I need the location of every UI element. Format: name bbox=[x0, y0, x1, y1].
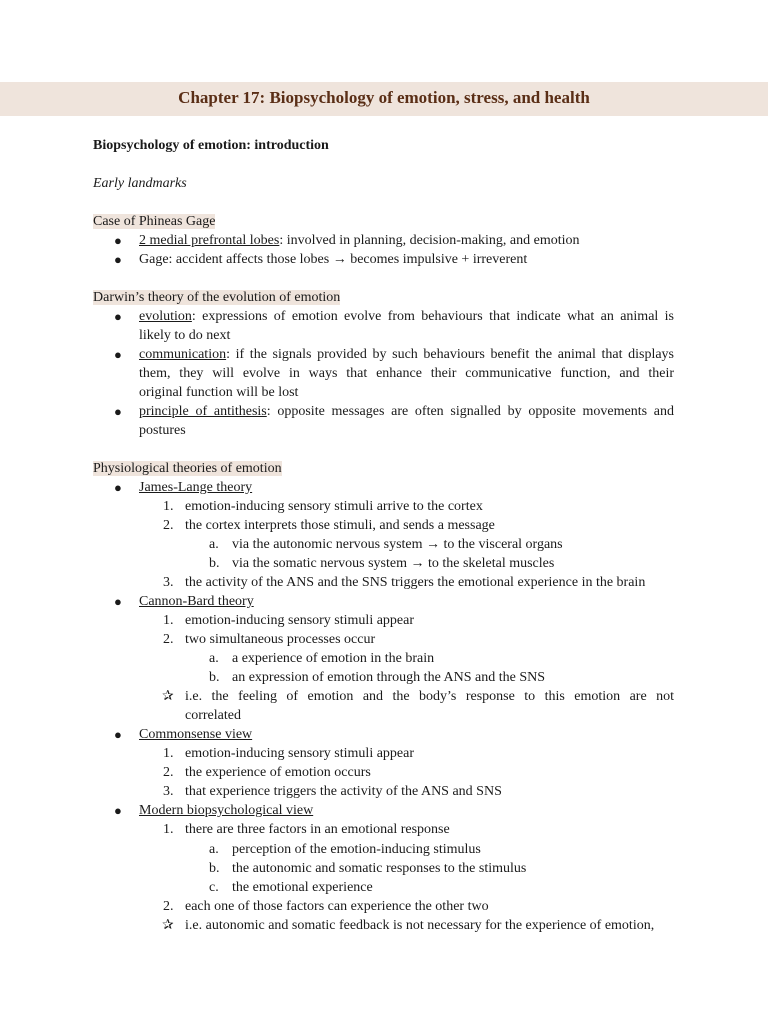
list-item: the activity of the ANS and the SNS triggers the emotional experience in the brain bbox=[185, 575, 646, 590]
bullet-marker: ● bbox=[114, 727, 122, 742]
bullet-marker: ● bbox=[114, 803, 122, 818]
subheading-early-landmarks: Early landmarks bbox=[93, 176, 187, 191]
letter-marker: a. bbox=[209, 842, 219, 857]
bullet-marker: ● bbox=[114, 309, 122, 324]
bullet-marker: ● bbox=[114, 252, 122, 267]
list-item: emotion-inducing sensory stimuli arrive to the cortex bbox=[185, 499, 483, 514]
letter-marker: a. bbox=[209, 537, 219, 552]
list-item: the autonomic and somatic responses to the stimulus bbox=[232, 861, 527, 876]
list-item: emotion-inducing sensory stimuli appear bbox=[185, 613, 415, 628]
number-marker: 2. bbox=[163, 518, 174, 533]
term: 2 medial prefrontal lobes bbox=[139, 233, 280, 248]
list-item: an expression of emotion through the ANS and the SNS bbox=[232, 670, 546, 685]
letter-marker: b. bbox=[209, 556, 220, 571]
topic-heading-physiological: Physiological theories of emotion bbox=[93, 461, 282, 476]
number-marker: 1. bbox=[163, 499, 174, 514]
list-item: evolution: expressions of emotion evolve from behaviours that indicate what an animal is bbox=[139, 309, 674, 324]
topic-heading-gage: Case of Phineas Gage bbox=[93, 214, 216, 229]
theory-title-james-lange: James-Lange theory bbox=[139, 480, 253, 495]
number-marker: 2. bbox=[163, 765, 174, 780]
list-item: 2 medial prefrontal lobes: involved in planning, decision-making, and emotion bbox=[139, 233, 580, 248]
note: i.e. autonomic and somatic feedback is not necessary for the experience of emotion, bbox=[185, 918, 655, 933]
star-icon: ✰ bbox=[162, 918, 174, 933]
theory-title-commonsense: Commonsense view bbox=[139, 727, 253, 742]
list-item: there are three factors in an emotional response bbox=[185, 822, 450, 837]
number-marker: 2. bbox=[163, 632, 174, 647]
list-item: a experience of emotion in the brain bbox=[232, 651, 435, 666]
list-item: the emotional experience bbox=[232, 880, 373, 895]
list-item: communication: if the signals provided by such behaviours benefit the animal that displays bbox=[139, 347, 674, 362]
list-item: Gage: accident affects those lobes → becomes impulsive + irreverent bbox=[139, 252, 528, 267]
number-marker: 3. bbox=[163, 784, 174, 799]
bullet-marker: ● bbox=[114, 347, 122, 362]
note-continuation: correlated bbox=[185, 708, 241, 723]
chapter-title: Chapter 17: Biopsychology of emotion, stress, and health bbox=[178, 88, 590, 107]
list-item-continuation: postures bbox=[139, 423, 186, 438]
term: principle of antithesis bbox=[139, 404, 267, 419]
bullet-marker: ● bbox=[114, 480, 122, 495]
letter-marker: a. bbox=[209, 651, 219, 666]
list-item: each one of those factors can experience the other two bbox=[185, 899, 489, 914]
list-item: two simultaneous processes occur bbox=[185, 632, 376, 647]
number-marker: 3. bbox=[163, 575, 174, 590]
term: evolution bbox=[139, 309, 192, 324]
list-item: perception of the emotion-inducing stimulus bbox=[232, 842, 481, 857]
bullet-marker: ● bbox=[114, 404, 122, 419]
number-marker: 1. bbox=[163, 746, 174, 761]
bullet-marker: ● bbox=[114, 594, 122, 609]
list-item-continuation: them, they will evolve in ways that enhance their communicative function, and their bbox=[139, 366, 674, 381]
letter-marker: b. bbox=[209, 861, 220, 876]
number-marker: 1. bbox=[163, 613, 174, 628]
list-item: via the somatic nervous system → to the skeletal muscles bbox=[232, 556, 555, 571]
list-item: the cortex interprets those stimuli, and sends a message bbox=[185, 518, 495, 533]
bullet-marker: ● bbox=[114, 233, 122, 248]
list-item: via the autonomic nervous system → to the visceral organs bbox=[232, 537, 563, 552]
note: i.e. the feeling of emotion and the body’s response to this emotion are not bbox=[185, 689, 674, 704]
number-marker: 2. bbox=[163, 899, 174, 914]
list-item: the experience of emotion occurs bbox=[185, 765, 371, 780]
list-item: emotion-inducing sensory stimuli appear bbox=[185, 746, 415, 761]
letter-marker: c. bbox=[209, 880, 219, 895]
letter-marker: b. bbox=[209, 670, 220, 685]
list-item-continuation: likely to do next bbox=[139, 328, 231, 343]
section-heading: Biopsychology of emotion: introduction bbox=[93, 138, 329, 153]
list-item-continuation: original function will be lost bbox=[139, 385, 299, 400]
theory-title-modern: Modern biopsychological view bbox=[139, 803, 314, 818]
list-item: principle of antithesis: opposite messages are often signalled by opposite movements and bbox=[139, 404, 675, 419]
list-item: that experience triggers the activity of the ANS and SNS bbox=[185, 784, 502, 799]
number-marker: 1. bbox=[163, 822, 174, 837]
star-icon: ✰ bbox=[162, 689, 174, 704]
topic-heading-darwin: Darwin’s theory of the evolution of emotion bbox=[93, 290, 341, 305]
term: communication bbox=[139, 347, 227, 362]
theory-title-cannon-bard: Cannon-Bard theory bbox=[139, 594, 254, 609]
